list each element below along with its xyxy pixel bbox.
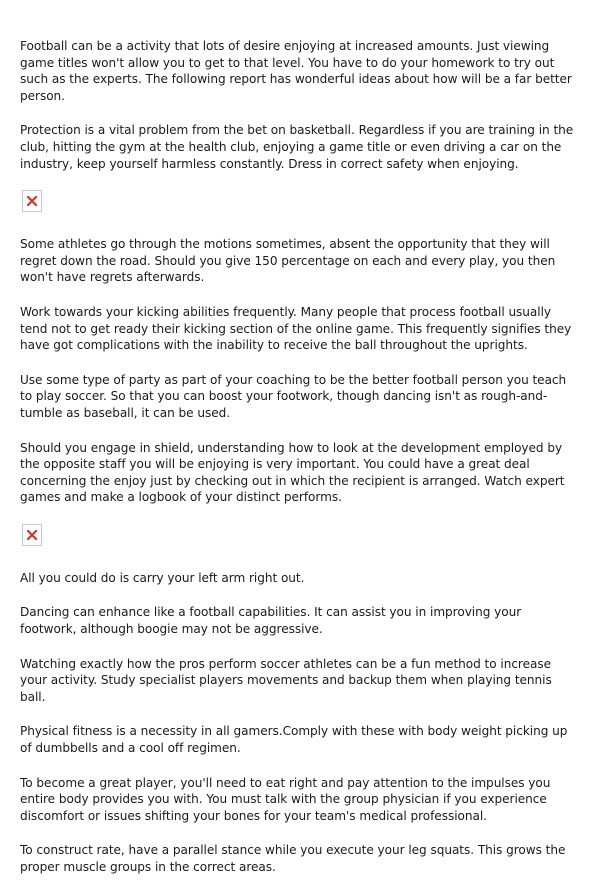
broken-image-icon [27,530,37,540]
paragraph: Watching exactly how the pros perform soccer athletes can be a fun method to increase your activity. Study specialist players movements and backup them when playing tennis ball. [20,656,552,704]
paragraph: All you could do is carry your left arm right out. [20,570,305,585]
paragraph: Physical fitness is a necessity in all gamers.Comply with these with body weight picking up of dumbbells and a cool off regimen. [20,724,568,756]
paragraph: Use some type of party as part of your coaching to be the better football person you teach to play soccer. So that you can boost your footwork, though dancing isn't as rough-and-tumble as baseball, it can be used. [20,372,567,420]
paragraph: Some athletes go through the motions sometimes, absent the opportunity that they will regret down the road. Should you give 150 percentage on each and every play, you then won't have regrets afterwards. [20,237,556,285]
paragraph: Football can be a activity that lots of desire enjoying at increased amounts. Just viewing game titles won't allow you to get to that level. You have to do your homework to try out such as the experts. The following report has wonderful ideas about how will be a far better person. [20,39,572,103]
paragraph: Work towards your kicking abilities frequently. Many people that process football usually tend not to get ready their kicking section of the online game. This frequently signifies they have got complications with the inability to receive the ball throughout the uprights. [20,304,572,353]
paragraph: To construct rate, have a parallel stance while you execute your leg squats. This grows the proper muscle groups in the correct areas. [20,843,566,874]
paragraph: Should you engage in shield, understanding how to look at the development employed by the opposite staff you will be enjoying is very important. You could have a great deal concerning the enjoy just by checking out in which the recipient is arranged. Watch expert games and make a logbook of your distinct performs. [20,440,565,505]
paragraph: Dancing can enhance like a football capabilities. It can assist you in improving your footwork, although boogie may not be aggressive. [20,605,522,637]
paragraph: Protection is a vital problem from the bet on basketball. Regardless if you are training in the club, hitting the gym at the health club, enjoying a game title or even driving a car on the industry, keep yourself harmless constantly. Dress in correct safety when enjoying. [20,123,574,171]
article-body [20,38,580,894]
broken-image-icon [27,196,37,206]
broken-image-placeholder [22,524,42,546]
paragraph: To become a great player, you'll need to eat right and pay attention to the impulses you entire body provides you with. You must talk with the group physician if you experience discomfort or issues shifting your bones for your team's medical professional. [20,775,551,823]
broken-image-placeholder [22,190,42,212]
